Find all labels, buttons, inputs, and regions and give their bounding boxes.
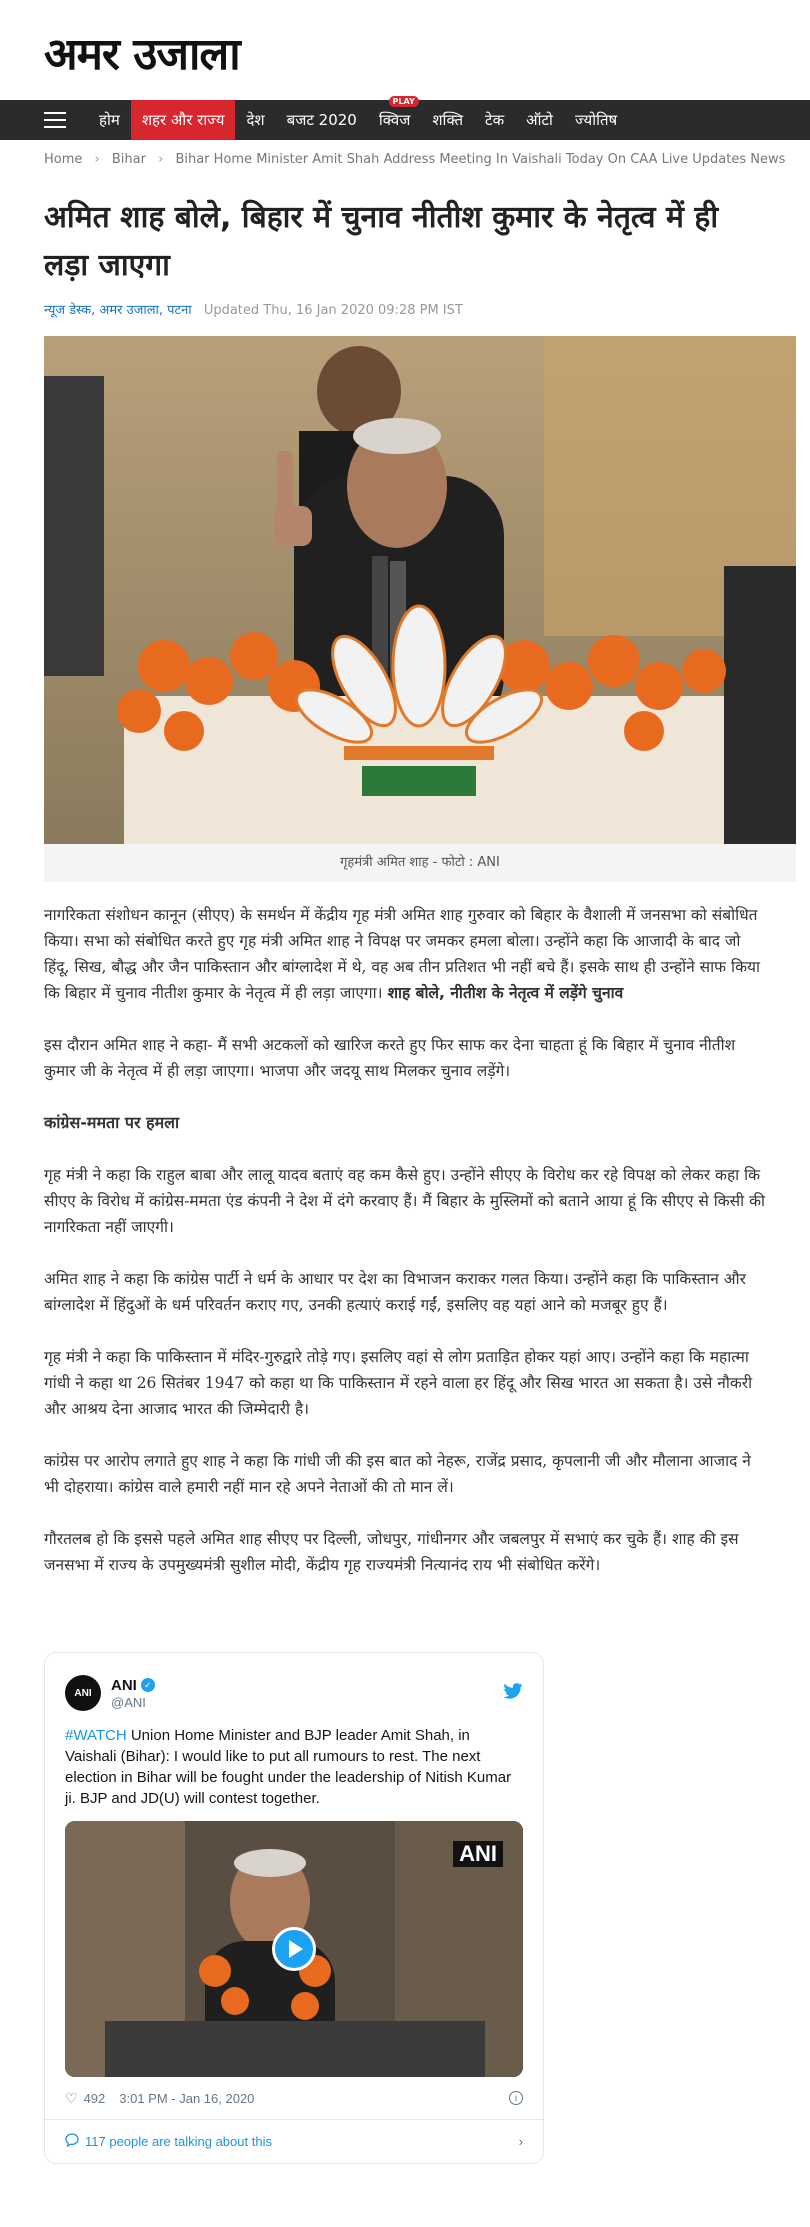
breadcrumb-separator: ›	[94, 152, 100, 167]
nav-item-auto[interactable]: ऑटो	[526, 111, 553, 129]
like-count: 492	[83, 2090, 106, 2106]
page-title: अमित शाह बोले, बिहार में चुनाव नीतीश कुमार के नेतृत्व में ही लड़ा जाएगा	[44, 200, 719, 283]
article-meta	[0, 290, 810, 326]
play-button[interactable]	[272, 1927, 316, 1971]
breadcrumb-separator: ›	[158, 152, 164, 167]
nav-item-tech[interactable]: टेक	[485, 111, 505, 129]
tweet-body: Union Home Minister and BJP leader Amit Shah, in Vaishali (Bihar): I would like to put all rumours to rest. The next election in Bihar will be fought under the leadership of Nitish Kumar ji. BJP and JD(U) will contest together.	[65, 1727, 512, 1807]
bottom-spacer	[0, 2164, 810, 2180]
nav-item-shakti[interactable]: शक्ति	[432, 111, 464, 129]
nav-item-country[interactable]: देश	[246, 111, 265, 129]
tweet-video[interactable]	[65, 1821, 523, 2077]
article-paragraph: गृह मंत्री ने कहा कि राहुल बाबा और लालू यादव बताएं वह कम कैसे हुए। उन्होंने सीएए के विरोध कर रहे विपक्ष को लेकर कहा कि सीएए के विरोध में कांग्रेस-ममता एंड कंपनी ने देश में दंगे करवाए हैं। मैं बिहार के मुस्लिमों को बताने आया हूं कि सीएए से किसी की नागरिकता नहीं जाएगी।	[44, 1166, 765, 1236]
nav-item-budget[interactable]: बजट 2020	[286, 111, 357, 129]
tweet-author-name[interactable]: ANI	[111, 1676, 137, 1694]
breadcrumb	[0, 140, 810, 184]
nav-item-quiz-label: क्विज	[378, 111, 411, 129]
breadcrumb-current: Bihar Home Minister Amit Shah Address Meeting In Vaishali Today On CAA Live Updates News	[175, 152, 786, 167]
nav-item-quiz[interactable]	[368, 97, 422, 140]
breadcrumb-home[interactable]: Home	[44, 152, 83, 167]
paragraph-1-text: नागरिकता संशोधन कानून (सीएए) के समर्थन में केंद्रीय गृह मंत्री अमित शाह गुरुवार को बिहार के वैशाली में जनसभा को संबोधित किया। सभा को संबोधित करते हुए गृह मंत्री अमित शाह ने विपक्ष पर जमकर हमला बोला। उन्होंने कहा कि आजादी के बाद जो हिंदू, सिख, बौद्ध और जैन पाकिस्तान और बांग्लादेश में थे, वह अब तीन प्रतिशत भी नहीं बचे हैं। इसके साथ ही उन्होंने साफ किया कि बिहार में चुनाव नीतीश कुमार के नेतृत्व में ही लड़ा जाएगा।	[44, 906, 760, 1002]
speech-bubble-icon	[65, 2133, 79, 2150]
info-icon[interactable]: i	[509, 2091, 523, 2105]
site-header	[0, 0, 810, 100]
heart-icon[interactable]: ♡	[65, 2089, 78, 2106]
conversation-count: 117 people are talking about this	[85, 2134, 272, 2149]
chevron-right-icon: ›	[518, 2134, 523, 2149]
hero-photo-illustration	[44, 336, 796, 844]
article-paragraph: गौरतलब हो कि इससे पहले अमित शाह सीएए पर दिल्ली, जोधपुर, गांधीनगर और जबलपुर में सभाएं कर चुके हैं। शाह की इस जनसभा में राज्य के उपमुख्यमंत्री सुशील मोदी, केंद्रीय गृह राज्यमंत्री नित्यानंद राय भी संबोधित करेंगे।	[44, 1530, 739, 1574]
nav-item-city-state[interactable]: शहर और राज्य	[131, 100, 236, 140]
image-caption: गृहमंत्री अमित शाह - फोटो : ANI	[44, 844, 796, 882]
hamburger-menu-icon[interactable]	[44, 112, 66, 128]
tweet-timestamp[interactable]: 3:01 PM - Jan 16, 2020	[119, 2090, 255, 2106]
play-badge: PLAY	[389, 96, 419, 107]
ani-watermark: ANI	[453, 1841, 503, 1867]
tweet-conversation-link[interactable]	[45, 2119, 543, 2163]
nav-item-astrology[interactable]: ज्योतिष	[574, 111, 618, 129]
embedded-tweet[interactable]	[44, 1652, 544, 2164]
inline-highlight: शाह बोले, नीतीश के नेतृत्व में लड़ेंगे चुनाव	[387, 984, 624, 1002]
nav-item-home[interactable]: होम	[99, 111, 120, 129]
tweet-avatar[interactable]: ANI	[65, 1675, 101, 1711]
article-paragraph: कांग्रेस पर आरोप लगाते हुए शाह ने कहा कि गांधी जी की इस बात को नेहरू, राजेंद्र प्रसाद, कृपलानी जी और मौलाना आजाद ने भी दोहराया। कांग्रेस वाले हमारी नहीं मान रहे अपने नेताओं की तो मान लें।	[44, 1452, 751, 1496]
article-paragraph	[44, 902, 766, 1006]
tweet-handle[interactable]: @ANI	[111, 1694, 146, 1710]
article-paragraph: गृह मंत्री ने कहा कि पाकिस्तान में मंदिर-गुरुद्वारे तोड़े गए। इसलिए वहां से लोग प्रताड़ित होकर यहां आए। उन्होंने कहा कि महात्मा गांधी ने कहा था 26 सितंबर 1947 को कहा था कि पाकिस्तान में रहने वाला हर हिंदू और सिख भारत आ सकता है। उसे नौकरी और आश्रय देना आजाद भारत की जिम्मेदारी है।	[44, 1348, 753, 1418]
tweet-header	[65, 1671, 523, 1715]
article-body	[0, 882, 810, 1578]
article-paragraph: इस दौरान अमित शाह ने कहा- मैं सभी अटकलों को खारिज करते हुए फिर साफ कर देना चाहता हूं कि बिहार में चुनाव नीतीश कुमार जी के नेतृत्व में ही लड़ा जाएगा। भाजपा और जदयू साथ मिलकर चुनाव लड़ेंगे।	[44, 1036, 736, 1080]
site-logo[interactable]: अमर उजाला	[44, 29, 240, 80]
tweet-hashtag[interactable]: #WATCH	[65, 1727, 127, 1744]
verified-badge-icon: ✓	[141, 1678, 155, 1692]
twitter-bird-icon[interactable]	[503, 1683, 523, 1704]
tweet-text	[65, 1725, 523, 1809]
article-subheading: कांग्रेस-ममता पर हमला	[44, 1113, 180, 1132]
article-paragraph: अमित शाह ने कहा कि कांग्रेस पार्टी ने धर्म के आधार पर देश का विभाजन कराकर गलत किया। उन्होंने कहा कि पाकिस्तान और बांग्लादेश में हिंदुओं के धर्म परिवर्तन कराए गए, उनकी हत्याएं कराई गईं, इसलिए वह यहां आने को मजबूर हुए हैं।	[44, 1270, 746, 1314]
breadcrumb-section[interactable]: Bihar	[111, 152, 146, 167]
main-nav	[0, 97, 810, 140]
author-link[interactable]: न्यूज डेस्क, अमर उजाला, पटना	[44, 303, 192, 318]
updated-timestamp: Updated Thu, 16 Jan 2020 09:28 PM IST	[203, 303, 463, 318]
tweet-footer	[65, 2077, 523, 2119]
hero-image	[44, 336, 796, 844]
